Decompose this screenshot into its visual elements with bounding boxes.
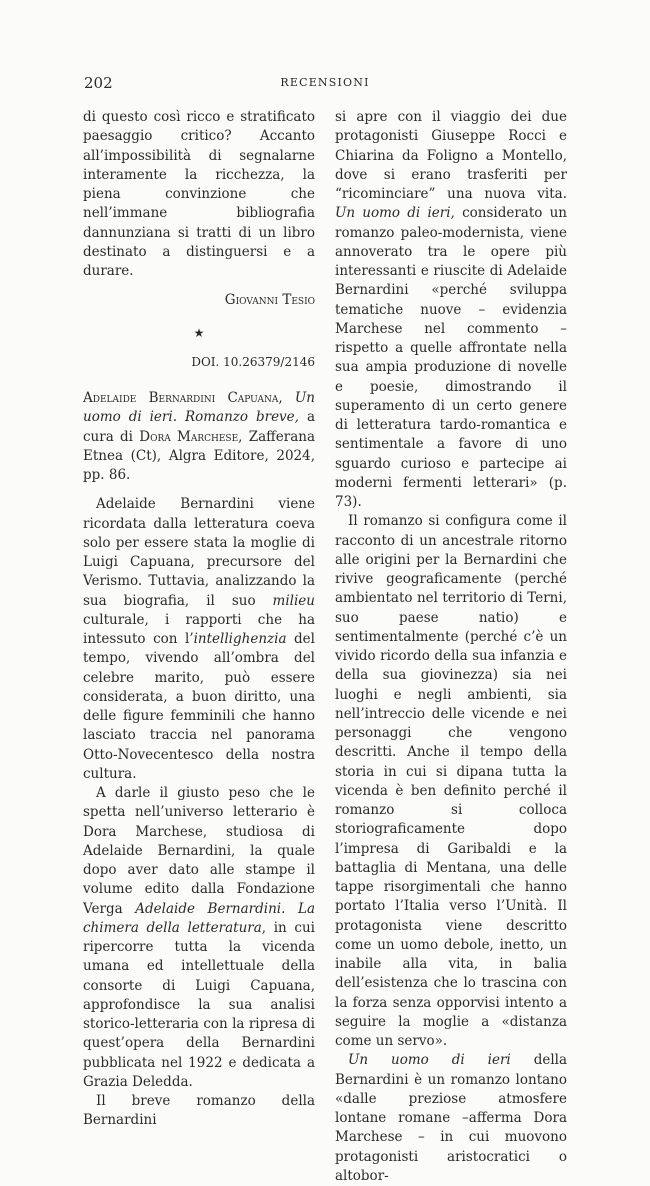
book-author: Adelaide Bernardini Capuana, xyxy=(83,390,283,406)
right-column xyxy=(335,108,567,1186)
book-editor: Dora Marchese, xyxy=(139,428,243,445)
doi-reference: DOI. 10.26379/2146 xyxy=(191,354,315,369)
page-number: 202 xyxy=(84,74,113,92)
star-separator: ★ xyxy=(193,325,205,340)
body-paragraph: Un uomo di ieri della Bernardini è un romanzo lontano «dalle preziose atmosfere lontane romane –afferma Dora Marchese – in cui muovono protagonisti aristocratici o altobor- xyxy=(335,1052,568,1184)
body-paragraph: Adelaide Bernardini viene ricordata dalla letteratura coeva solo per essere stata la moglie di Luigi Capuana, precursore del Verismo. Tuttavia, analizzando la sua biografia, il suo milieu culturale, i rapporti che ha intessuto con l’intellighenzia del tempo, vivendo all’ombra del celebre marito, può essere considerata, a buon diritto, una delle figure femminili che hanno lasciato traccia nel panorama Otto-Novecentesco della nostra cultura. xyxy=(83,496,315,782)
body-paragraph: si apre con il viaggio dei due protagonisti Giuseppe Rocci e Chiarina da Foligno a Montello, dove si erano trasferiti per “ricominciare” una nuova vita. Un uomo di ieri, considerato un romanzo paleo-modernista, viene annoverato tra le opere più interessanti e riuscite di Adelaide Bernardini «perché sviluppa tematiche nuove – evidenzia Marchese nel commento – rispetto a quelle affrontate nella sua ampia produzione di novelle e poesie, dimostrando il superamento di un certo genere di letteratura tardo-romantica e sentimentale a favore di uno sguardo curioso e partecipe ai moderni fermenti letterari» (p. 73). xyxy=(335,109,567,510)
review-signature: Giovanni Tesio xyxy=(224,292,315,309)
body-paragraph: Il romanzo si configura come il racconto di un ancestrale ritorno alle origini per la Bernardini che rivive geograficamente (perché ambientato nel territorio di Terni, suo paese natio) e sentimentalmente (perché c’è un vivido ricordo della sua infanzia e della sua giovinezza) sia nei luoghi e negli ambienti, sia nell’intreccio delle vicende e nei personaggi che vengono descritti. Anche il tempo della storia in cui si dipana tutta la vicenda è ben definito perché il romanzo si colloca storiograficamente dopo l’impresa di Garibaldi e la battaglia di Mentana, una delle tappe risorgimentali che hanno portato l’Italia verso l’Unità. Il protagonista viene descritto come un uomo debole, inetto, un inabile alla vita, in balia dell’esistenza che lo trascina con la forza senza opporvisi intento a seguire la moglie a «distanza come un servo». xyxy=(335,513,567,1049)
book-title: Un uomo di ieri. Romanzo breve, xyxy=(83,390,315,426)
book-reference xyxy=(83,389,315,485)
book-curated-by: a cura di xyxy=(83,409,315,445)
running-title: RECENSIONI xyxy=(280,76,370,89)
closing-paragraph: di questo così ricco e stratificato paesaggio critico? Accanto all’impossibilità di segnalarne interamente la ricchezza, la piena convinzione che nell’immane bibliografia dannunziana si tratti di un libro destinato a distinguersi e a durare. xyxy=(83,109,315,279)
left-column xyxy=(83,108,315,1131)
body-paragraph: Il breve romanzo della Bernardini xyxy=(83,1093,315,1129)
book-publisher: Zafferana Etnea (Ct), Algra Editore, 2024, pp. 86. xyxy=(83,428,316,483)
body-paragraph: A darle il giusto peso che le spetta nell’universo letterario è Dora Marchese, studiosa di Adelaide Bernardini, la quale dopo aver dato alle stampe il volume edito dalla Fondazione Verga Adelaide Bernardini. La chimera della letteratura, in cui ripercorre tutta la vicenda umana ed intellettuale della consorte di Luigi Capuana, approfondisce la sua analisi storico-letteraria con la ripresa di quest’opera della Bernardini pubblicata nel 1922 e dedicata a Grazia Deledda. xyxy=(83,785,315,1090)
